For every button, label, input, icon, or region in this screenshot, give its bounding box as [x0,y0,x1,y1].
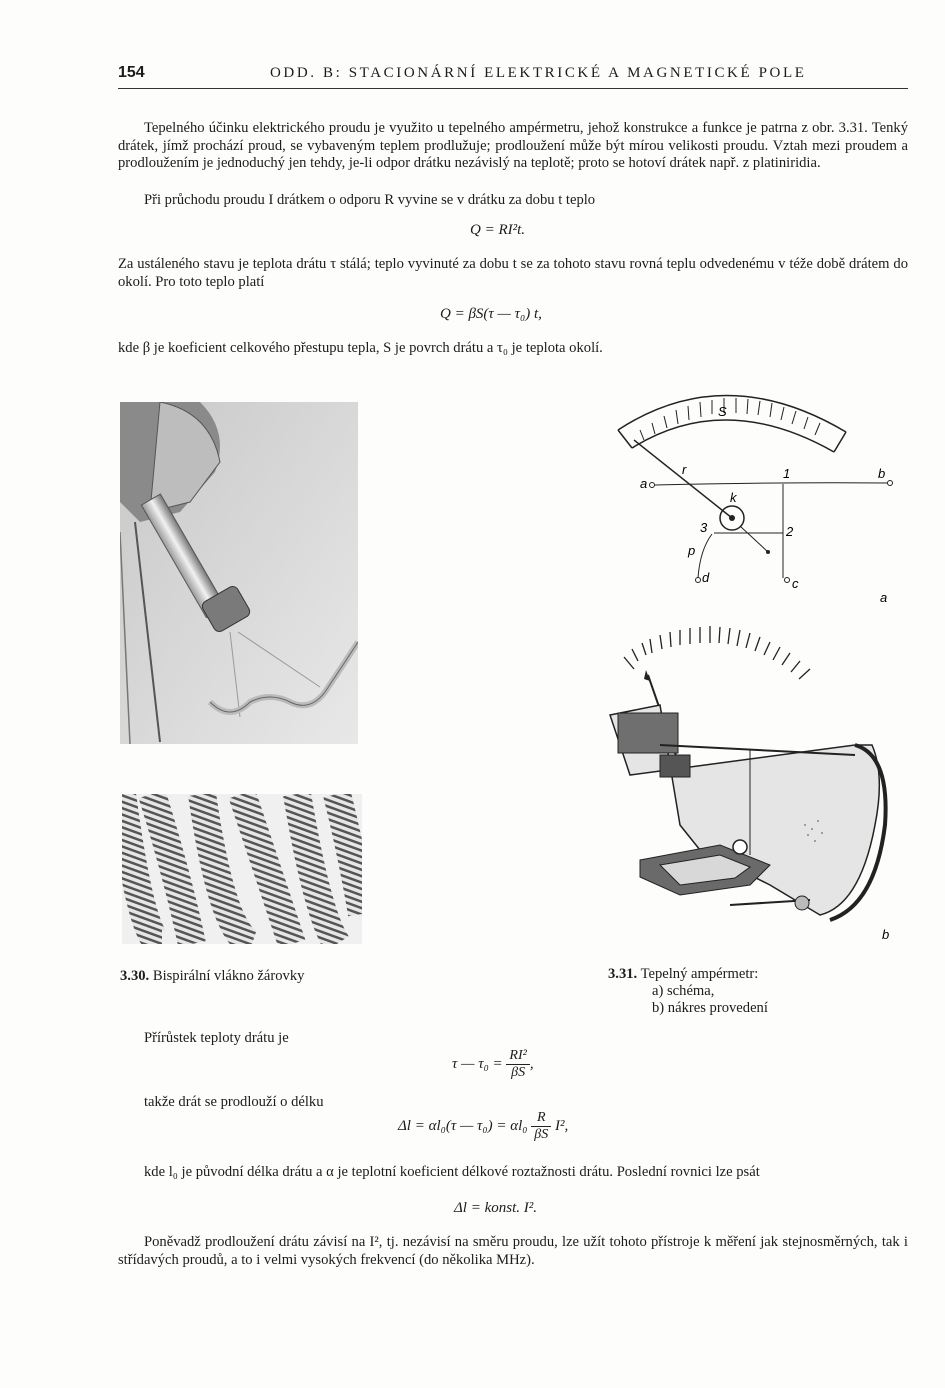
paragraph-7: kde l₀ je původní délka drátu a α je teplotní koeficient délkové roztažnosti drátu. Poslední rovnici lze psát [144,1164,760,1180]
figure-331-number: 3.31. [608,966,638,982]
page-header [118,62,908,89]
figure-331-line2: a) schéma, [652,983,715,999]
label-2: 2 [786,524,794,539]
eq4-fraction [531,1110,551,1143]
figure-330-number: 3.30. [120,968,150,984]
equation-temperature [452,1048,534,1081]
ammeter-schematic [600,380,910,610]
eq4-numerator: R [531,1110,551,1127]
eq3-numerator: RI² [506,1048,529,1065]
ammeter-drawing [600,615,910,945]
equation-const: Δl = konst. I². [454,1200,537,1216]
eq3-denominator: βS [511,1065,526,1080]
label-p: p [688,543,696,558]
running-title: ODD. B: STACIONÁRNÍ ELEKTRICKÉ A MAGNETICKÉ POLE [270,65,807,81]
paragraph-2: Při průchodu proudu I drátkem o odporu R vyvine se v drátku za dobu t teplo [144,192,596,208]
paragraph-3: Za ustáleného stavu je teplota drátu τ stálá; teplo vyvinuté za dobu t se za tohoto stavu rovná teplu odvedenému v téže době drátem do okolí. Pro toto teplo platí [118,256,908,290]
figure-330-caption [120,968,304,985]
paragraph-8: Poněvadž prodloužení drátu závisí na I², tj. nezávisí na směru proudu, lze užít tohoto přístroje k měření jak stejnosměrných, tak i střídavých proudů, a to i velmi vysokých frekvencí (do několika MHz). [118,1234,908,1268]
eq4-tail: I², [555,1117,569,1134]
label-panel-b: b [882,927,890,942]
eq4-denominator: βS [534,1127,549,1142]
paragraph-4: kde β je koeficient celkového přestupu tepla, S je povrch drátu a τ₀ je teplota okolí. [118,340,603,356]
label-1: 1 [783,466,791,481]
label-panel-a: a [880,590,888,605]
eq3-lhs: τ — τ₀ = [452,1055,503,1072]
paragraph-1: Tepelného účinku elektrického proudu je využito u tepelného ampérmetru, jehož konstrukce a funkce je patrna z obr. 3.31. Tenký drátek, jímž prochází proud, se vybaveným teplem prodlužuje; prodloužení může být mírou velikosti proudu. Vztah mezi proudem a prodloužením je jednoduchý jen tehdy, je-li odpor drátku nezávislý na teplotě; proto se hotoví drátek např. z platiniridia. [118,120,908,172]
label-c: c [792,576,799,591]
equation-elongation [398,1110,568,1143]
paragraph-6: takže drát se prodlouží o délku [144,1094,324,1110]
label-d: d [702,570,710,585]
equation-transfer: Q = βS(τ — τ₀) t, [440,306,542,322]
label-r: r [682,462,687,477]
page-number: 154 [118,64,145,81]
eq3-fraction [506,1048,529,1081]
figure-331-caption [608,966,768,1017]
eq3-tail: , [529,1055,534,1072]
filament-mount-photo [120,402,358,744]
label-a-terminal: a [640,476,648,491]
figure-330-text: Bispirální vlákno žárovky [152,968,305,984]
label-3: 3 [700,520,708,535]
label-S: S [718,404,727,419]
label-k: k [730,490,737,505]
figure-331-line1: Tepelný ampérmetr: [640,966,759,982]
label-b-terminal: b [878,466,886,481]
eq4-lhs: Δl = αl₀(τ — τ₀) = αl₀ [398,1117,528,1134]
equation-heat: Q = RI²t. [470,222,526,238]
paragraph-5: Přírůstek teploty drátu je [144,1030,289,1046]
figure-331-line3: b) nákres provedení [652,1000,768,1016]
bispiral-filament-photo [122,794,362,944]
